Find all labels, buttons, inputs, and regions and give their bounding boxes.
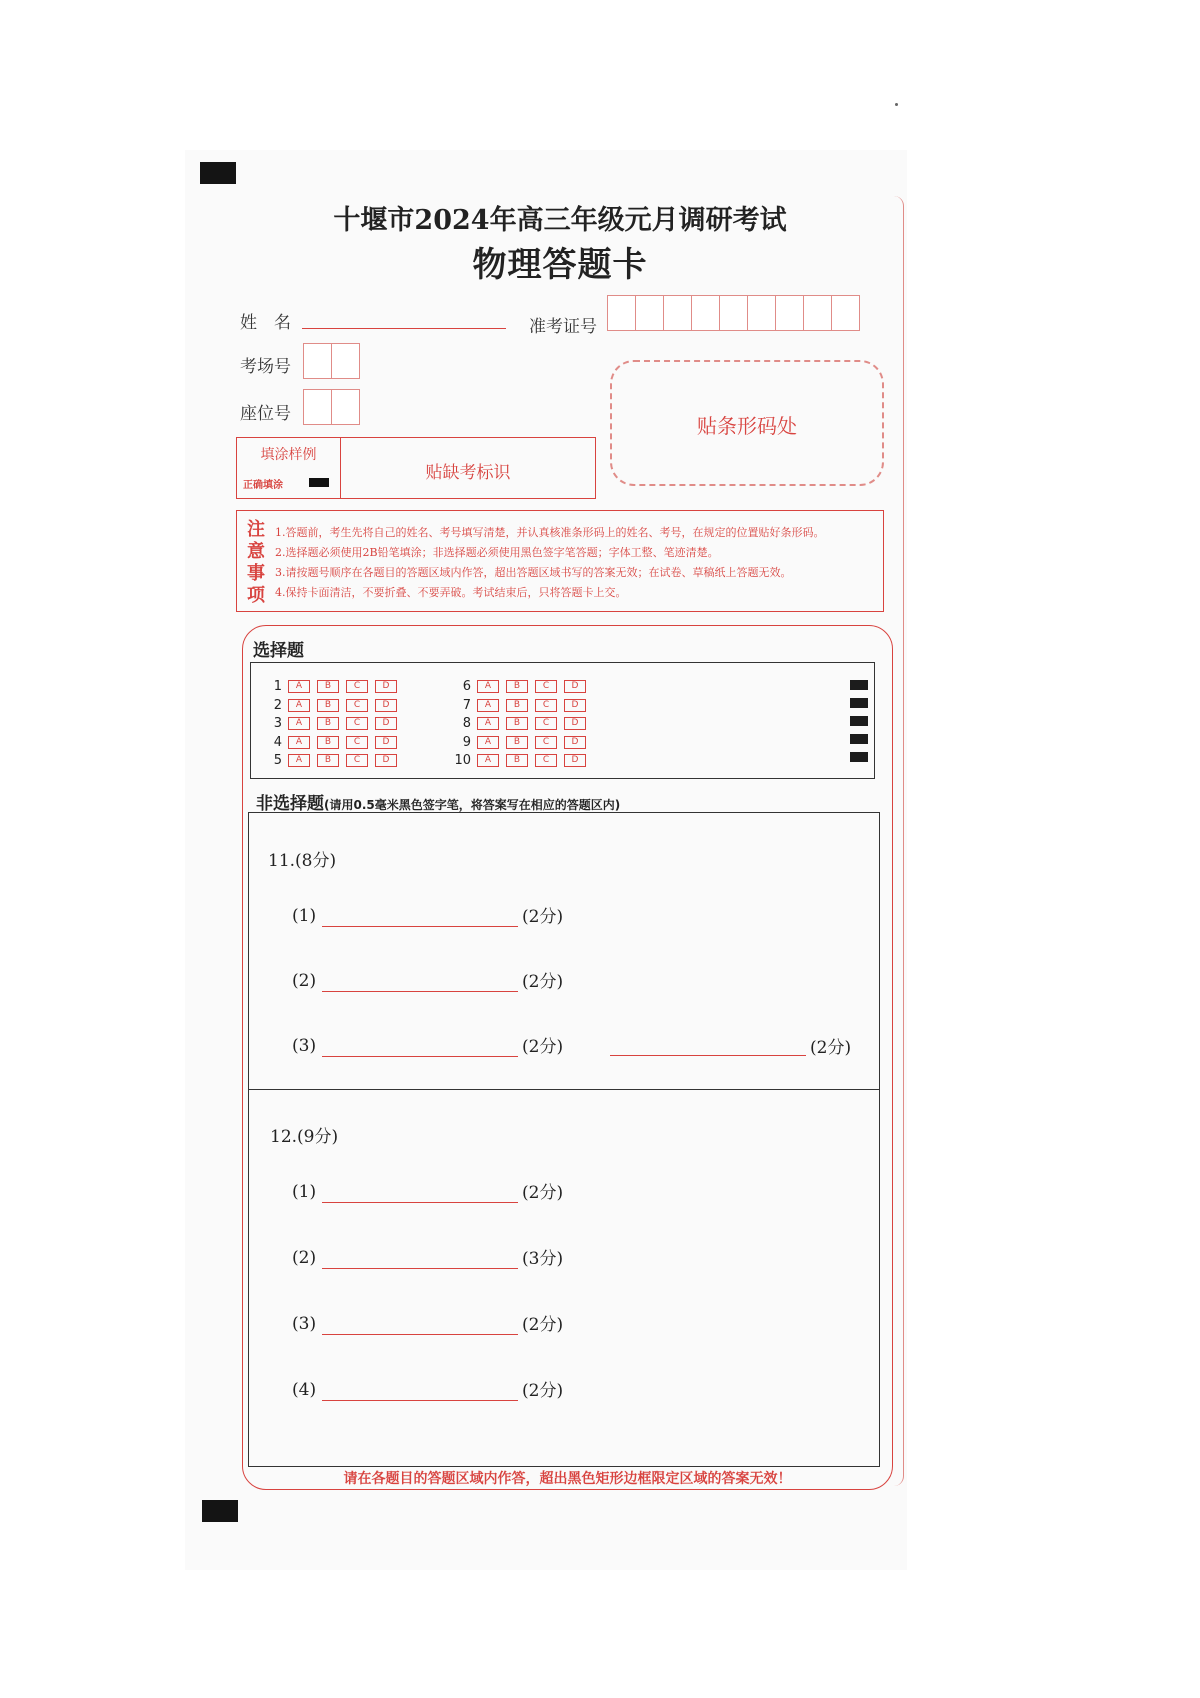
mc-question-number: 9 [462,734,471,750]
mc-option-bubble[interactable]: A [477,680,499,693]
exam-title: 十堰市2024年高三年级元月调研考试 [333,205,787,236]
mc-question-row [262,679,404,694]
fill-sample-panel [237,438,341,498]
mc-option-bubble[interactable]: A [288,736,310,749]
points-label: (2分) [522,1381,564,1401]
mc-option-bubble[interactable]: D [375,736,397,749]
subquestion-label: (3) [292,1314,317,1334]
room-cell[interactable] [303,343,332,379]
seat-cell[interactable] [331,389,360,425]
instructions-list [275,523,825,603]
mc-option-bubble[interactable]: B [317,736,339,749]
mc-option-bubble[interactable]: A [477,736,499,749]
instructions-box [236,510,884,612]
mc-option-bubble[interactable]: A [288,754,310,767]
exam-no-cell[interactable] [719,295,748,331]
answer-blank[interactable] [322,1400,518,1401]
barcode-label: 贴条形码处 [697,414,797,438]
mc-option-bubble[interactable]: C [535,754,557,767]
mc-option-bubble[interactable]: D [564,699,586,712]
timing-mark [850,698,868,708]
mc-question-number: 10 [454,753,471,768]
name-label: 姓 名 [240,313,291,333]
mc-option-bubble[interactable]: C [346,717,368,730]
timing-mark [850,752,868,762]
mc-option-bubble[interactable]: C [535,717,557,730]
footer-warning: 请在各题目的答题区域内作答，超出黑色矩形边框限定区域的答案无效！ [343,1471,792,1487]
sheet-edge-curve [894,196,904,1486]
room-cell[interactable] [331,343,360,379]
mc-option-bubble[interactable]: B [506,717,528,730]
mc-option-bubble[interactable]: A [288,699,310,712]
mc-question-number: 1 [273,679,282,694]
mc-question-row [262,735,404,750]
mc-option-bubble[interactable]: C [346,680,368,693]
barcode-area [610,360,884,486]
mc-question-number: 2 [273,697,282,713]
filled-bubble-sample [309,478,329,487]
subquestion-label: (4) [292,1380,317,1400]
exam-no-cell[interactable] [607,295,636,331]
mc-question-number: 3 [273,716,282,731]
registration-mark-bottom [202,1500,238,1522]
mc-question-number: 5 [273,753,282,768]
answer-blank[interactable] [322,926,518,927]
heading-char: 事 [247,563,265,584]
card-title: 物理答题卡 [472,245,648,285]
mc-option-bubble[interactable]: B [506,699,528,712]
subquestion-label: (1) [292,1182,317,1202]
registration-mark-top [200,162,236,184]
instruction-item: 4.保持卡面清洁，不要折叠、不要弄破。考试结束后，只将答题卡上交。 [275,586,627,599]
subquestion-label: (3) [292,1036,317,1056]
mc-question-row [451,753,593,768]
open-answer-box [248,812,880,1467]
open-heading [256,789,620,814]
mc-question-row [451,679,593,694]
answer-blank[interactable] [322,1334,518,1335]
room-label: 考场号 [240,357,291,377]
mc-option-bubble[interactable]: C [346,736,368,749]
exam-no-grid[interactable] [607,295,859,331]
mc-question-row [451,698,593,713]
room-grid[interactable] [303,343,359,379]
mc-option-bubble[interactable]: A [288,680,310,693]
mc-option-bubble[interactable]: A [477,754,499,767]
seat-label: 座位号 [240,404,291,424]
exam-no-cell[interactable] [635,295,664,331]
mc-option-bubble[interactable]: D [564,754,586,767]
mc-option-bubble[interactable]: C [535,699,557,712]
instruction-item: 3.请按题号顺序在各题目的答题区域内作答，超出答题区域书写的答案无效；在试卷、草稿纸上答题无效。 [275,566,792,579]
heading-char: 注 [247,519,265,540]
q11-title: 11.(8分) [268,851,337,871]
seat-grid[interactable] [303,389,359,425]
mc-option-bubble[interactable]: A [477,699,499,712]
instructions-heading [245,519,267,607]
fill-sample-title: 填涂样例 [260,447,317,463]
mc-option-bubble[interactable]: D [564,736,586,749]
timing-mark [850,716,868,726]
mc-option-bubble[interactable]: D [375,717,397,730]
mc-option-bubble[interactable]: B [317,717,339,730]
mc-question-number: 7 [462,697,471,713]
missing-exam-label: 贴缺考标识 [425,463,511,483]
mc-heading: 选择题 [253,641,304,661]
open-heading-note: (请用0.5毫米黑色签字笔，将答案写在相应的答题区内) [324,798,621,812]
q12-title: 12.(9分) [270,1127,339,1147]
answer-blank[interactable] [322,1268,518,1269]
mc-option-bubble[interactable]: B [317,699,339,712]
points-label: (3分) [522,1249,564,1269]
points-label: (2分) [522,1183,564,1203]
mc-option-bubble[interactable]: D [564,680,586,693]
scan-speck [895,103,898,106]
mc-question-row [451,735,593,750]
mc-option-bubble[interactable]: A [477,717,499,730]
instruction-item: 2.选择题必须使用2B铅笔填涂；非选择题必须使用黑色签字笔答题；字体工整、笔迹清楚。 [275,546,719,559]
mc-question-row [262,716,404,731]
fill-sample-correct-label: 正确填涂 [243,480,283,491]
timing-mark [850,734,868,744]
mc-option-bubble[interactable]: B [506,754,528,767]
mc-option-bubble[interactable]: C [535,680,557,693]
exam-no-cell[interactable] [803,295,832,331]
q11-extra-points: (2分) [810,1038,852,1058]
mc-option-bubble[interactable]: D [375,754,397,767]
heading-char: 项 [247,585,265,606]
mc-option-bubble[interactable]: C [535,736,557,749]
seat-cell[interactable] [303,389,332,425]
exam-no-label: 准考证号 [529,317,597,337]
timing-mark [850,680,868,690]
points-label: (2分) [522,1315,564,1335]
mc-option-bubble[interactable]: A [288,717,310,730]
answer-blank[interactable] [322,991,518,992]
mc-option-bubble[interactable]: B [317,754,339,767]
mc-question-row [262,753,404,768]
name-field[interactable] [302,328,506,329]
exam-no-cell[interactable] [775,295,804,331]
open-heading-text: 非选择题 [256,794,324,814]
exam-no-cell[interactable] [831,295,860,331]
mc-option-bubble[interactable]: B [317,680,339,693]
subquestion-label: (1) [292,906,317,926]
mc-question-number: 4 [273,734,282,750]
answer-blank[interactable] [322,1202,518,1203]
mc-option-bubble[interactable]: D [564,717,586,730]
mc-question-row [262,698,404,713]
points-label: (2分) [522,1037,564,1057]
mc-option-bubble[interactable]: C [346,754,368,767]
mc-option-bubble[interactable]: C [346,699,368,712]
instruction-item: 1.答题前，考生先将自己的姓名、考号填写清楚，并认真核准条形码上的姓名、考号，在规定的位置贴好条形码。 [275,526,825,539]
points-label: (2分) [522,907,564,927]
heading-char: 意 [247,541,265,562]
exam-no-cell[interactable] [691,295,720,331]
mc-option-bubble[interactable]: B [506,680,528,693]
mc-question-number: 6 [462,679,471,694]
q11-extra-blank[interactable] [610,1055,806,1056]
mc-option-bubble[interactable]: D [375,699,397,712]
mc-question-number: 8 [462,716,471,731]
question-divider [248,1089,880,1090]
answer-blank[interactable] [322,1056,518,1057]
exam-no-cell[interactable] [663,295,692,331]
mc-option-bubble[interactable]: D [375,680,397,693]
points-label: (2分) [522,972,564,992]
mc-question-row [451,716,593,731]
mc-option-bubble[interactable]: B [506,736,528,749]
exam-no-cell[interactable] [747,295,776,331]
subquestion-label: (2) [292,1248,317,1268]
fill-sample-box [236,437,596,499]
subquestion-label: (2) [292,971,317,991]
